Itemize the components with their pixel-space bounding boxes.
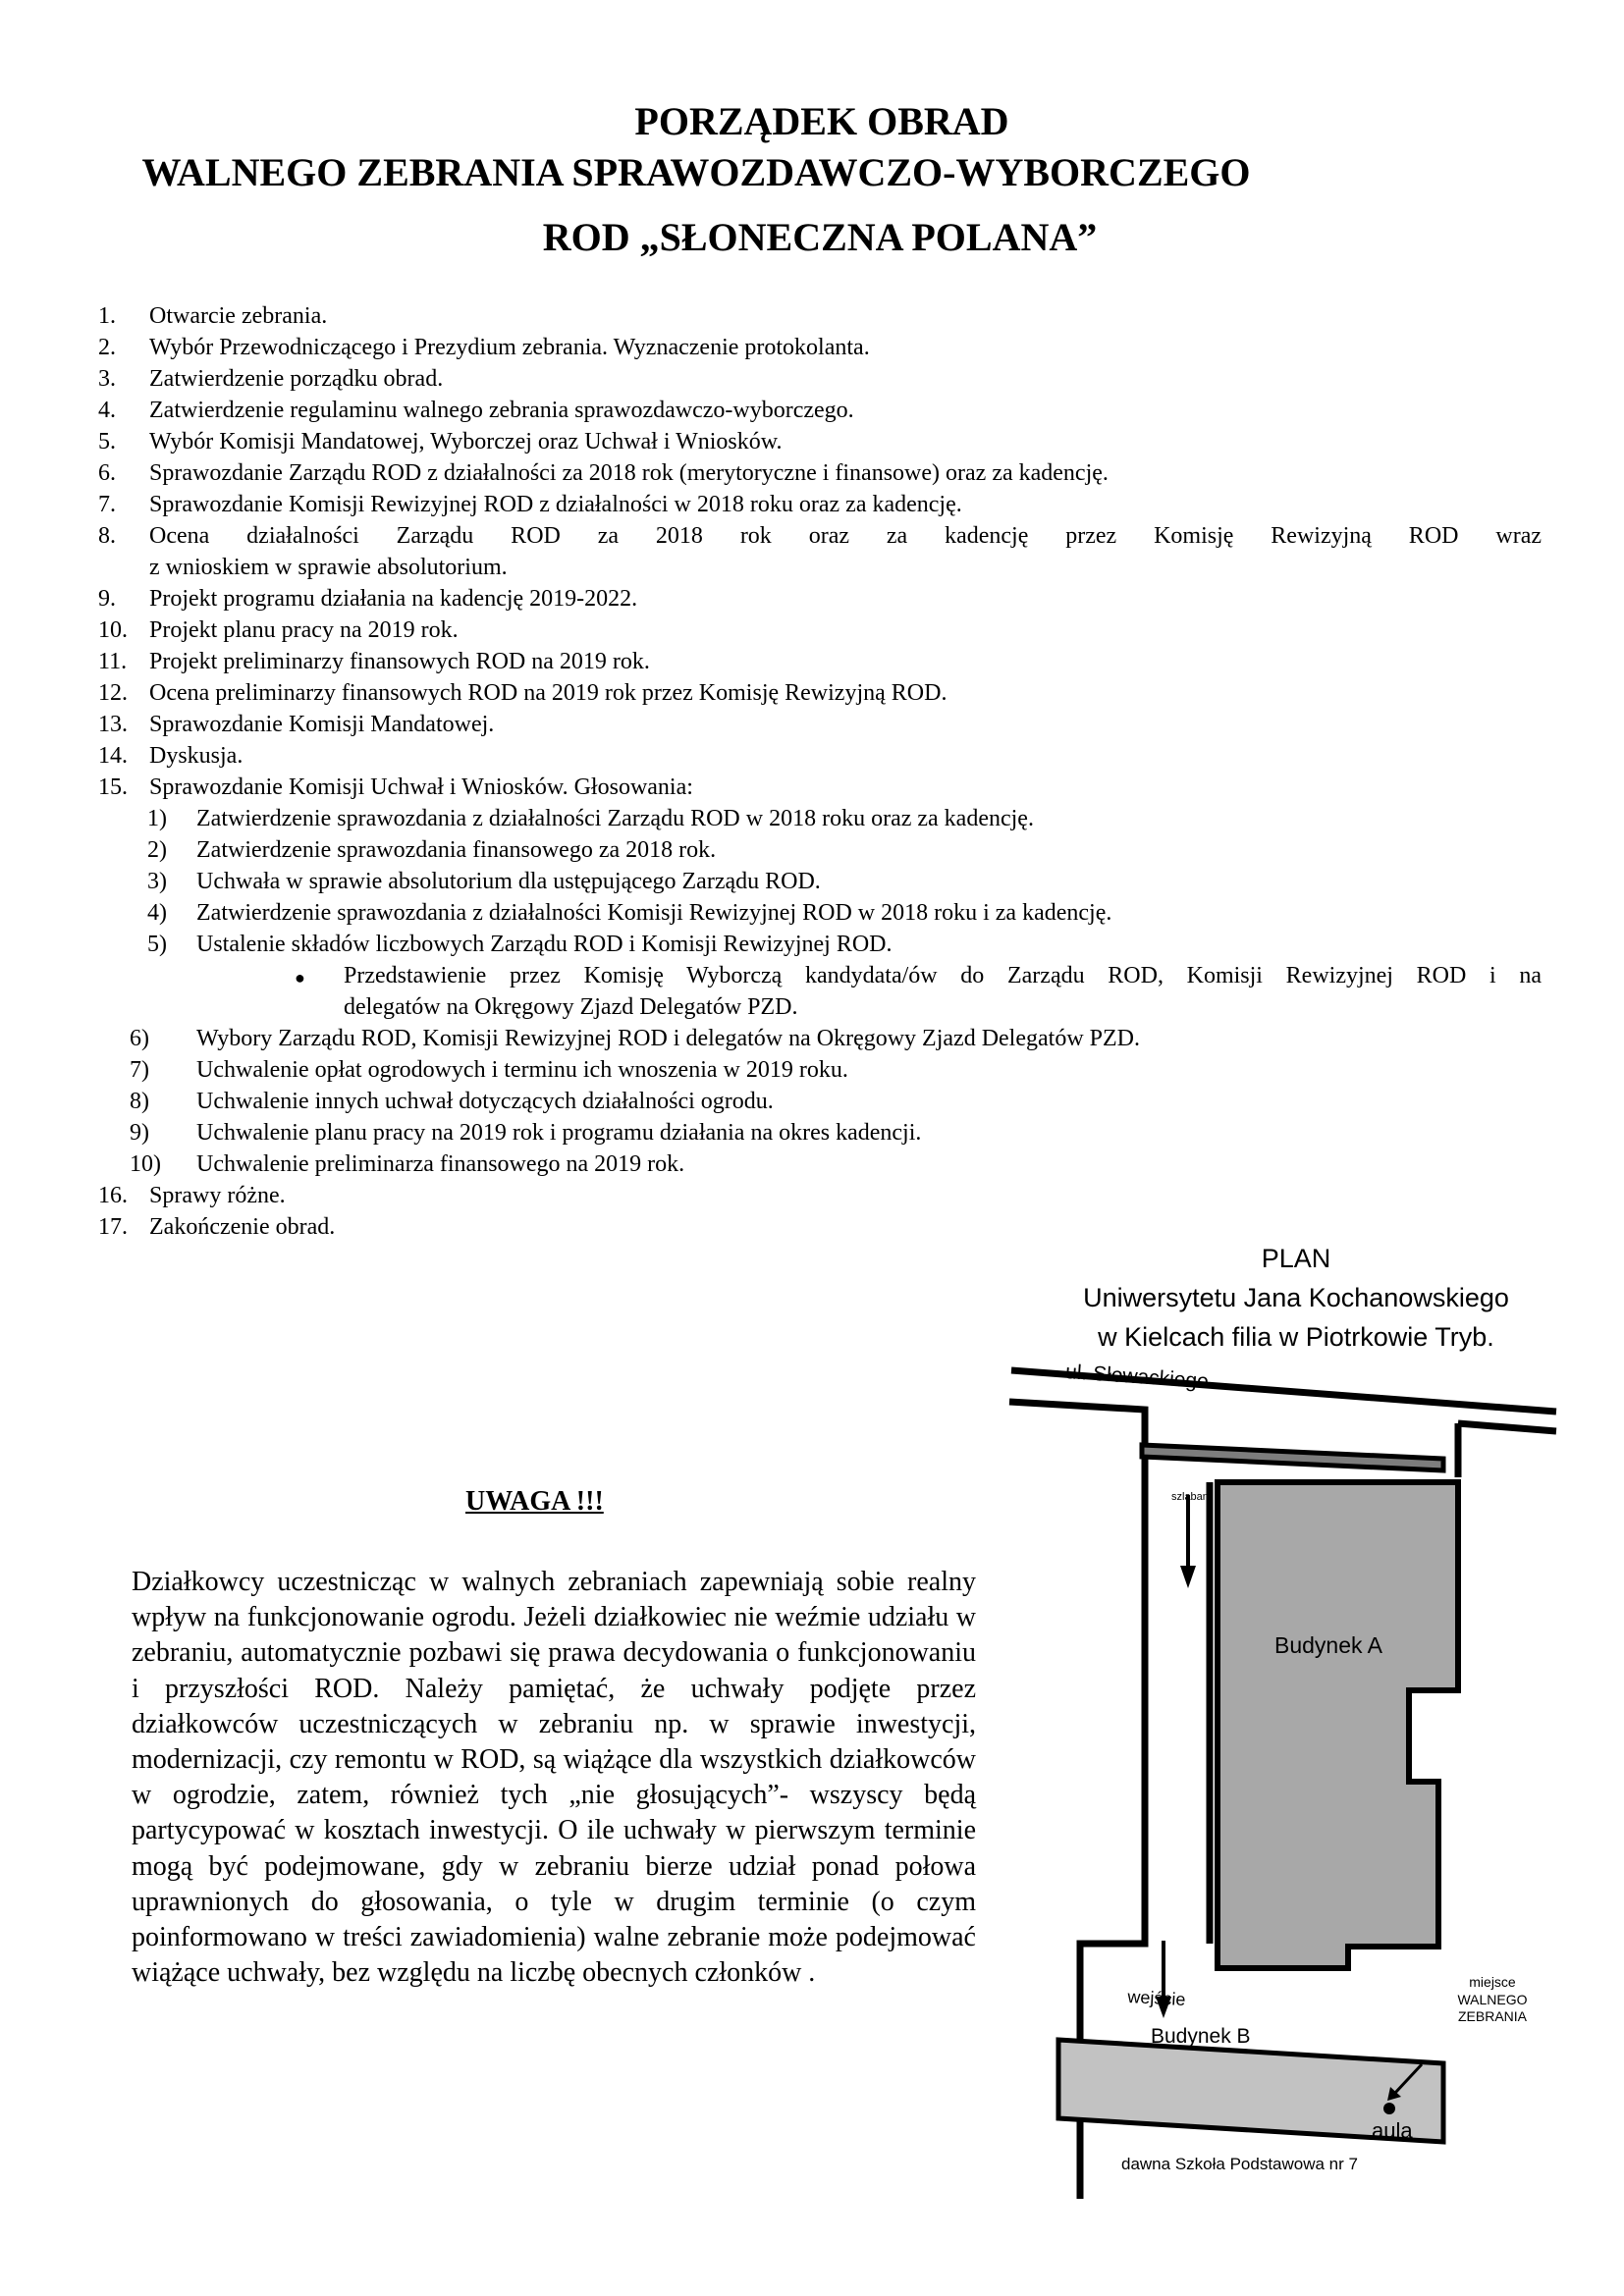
vote-number: 6) [130, 1026, 149, 1051]
map-subtitle: Uniwersytetu Jana Kochanowskiego [1083, 1283, 1509, 1312]
bullet-text-line: Przedstawienie przez Komisję Wyborczą kandydata/ów do Zarządu ROD, Komisji Rewizyjnej ROD i na [344, 963, 1542, 988]
agenda-text: Sprawozdanie Komisji Mandatowej. [149, 712, 495, 737]
document-subtitle: WALNEGO ZEBRANIA SPRAWOZDAWCZO-WYBORCZEGO [141, 150, 1251, 194]
vote-number: 10) [130, 1151, 161, 1177]
agenda-text: Wybór Komisji Mandatowej, Wyborczej oraz Uchwał i Wniosków. [149, 429, 783, 454]
building-a [1218, 1482, 1458, 1968]
vote-number: 1) [147, 806, 167, 831]
bullet-icon: ● [295, 968, 305, 988]
vote-text: Zatwierdzenie sprawozdania z działalności Zarządu ROD w 2018 roku oraz za kadencję. [196, 806, 1034, 831]
vote-number: 9) [130, 1120, 149, 1146]
vote-item [98, 1117, 1542, 1148]
vote-number: 3) [147, 869, 167, 894]
agenda-number: 11. [98, 649, 128, 674]
hall-label: aula [1372, 2118, 1413, 2143]
entrance-label: wejście [1126, 1987, 1186, 2010]
parking-strip [1142, 1445, 1443, 1470]
vote-text: Wybory Zarządu ROD, Komisji Rewizyjnej ROD i delegatów na Okręgowy Zjazd Delegatów PZD. [196, 1026, 1140, 1051]
agenda-text: Sprawozdanie Komisji Rewizyjnej ROD z działalności w 2018 roku oraz za kadencję. [149, 492, 962, 517]
agenda-text: Wybór Przewodniczącego i Prezydium zebrania. Wyznaczenie protokolanta. [149, 335, 870, 360]
garden-name: ROD „SŁONECZNA POLANA” [542, 215, 1098, 259]
agenda-item [98, 489, 1542, 520]
bullet-text [344, 960, 1542, 1023]
agenda-text-line: Ocena działalności Zarządu ROD za 2018 rok oraz za kadencję przez Komisję Rewizyjną ROD wraz [149, 523, 1542, 549]
vote-number: 2) [147, 837, 167, 863]
vote-item [98, 929, 1542, 960]
notice-heading: UWAGA !!! [465, 1486, 604, 1517]
agenda-text: Projekt planu pracy na 2019 rok. [149, 617, 459, 643]
agenda-number: 16. [98, 1183, 128, 1208]
agenda-number: 10. [98, 617, 128, 643]
map-title: PLAN [1261, 1244, 1331, 1273]
agenda-text: Projekt preliminarzy finansowych ROD na 2019 rok. [149, 649, 650, 674]
vote-text: Uchwalenie preliminarza finansowego na 2019 rok. [196, 1151, 685, 1177]
agenda-text: Sprawozdanie Komisji Uchwał i Wniosków. Głosowania: [149, 774, 693, 800]
former-school-label: dawna Szkoła Podstawowa nr 7 [1121, 2155, 1358, 2173]
agenda-text: Projekt programu działania na kadencję 2019-2022. [149, 586, 638, 612]
vote-number: 8) [130, 1089, 149, 1114]
vote-item [98, 1086, 1542, 1117]
agenda-text: Zatwierdzenie porządku obrad. [149, 366, 444, 392]
vote-item [98, 866, 1542, 897]
agenda-text-line: z wnioskiem w sprawie absolutorium. [149, 555, 508, 580]
meeting-place-line: ZEBRANIA [1457, 2008, 1527, 2024]
building-b-label: Budynek B [1151, 2025, 1251, 2048]
agenda-text: Zakończenie obrad. [149, 1214, 336, 1240]
agenda-number: 17. [98, 1214, 128, 1240]
bullet-text-line: delegatów na Okręgowy Zjazd Delegatów PZD. [344, 994, 798, 1020]
vote-item [98, 897, 1542, 929]
agenda-text: Dyskusja. [149, 743, 244, 769]
meeting-place-line: WALNEGO [1457, 1992, 1528, 2007]
agenda-number: 4. [98, 398, 116, 423]
agenda-number: 14. [98, 743, 128, 769]
vote-text: Uchwała w sprawie absolutorium dla ustępującego Zarządu ROD. [196, 869, 821, 894]
building-a-label: Budynek A [1274, 1632, 1382, 1658]
agenda-number: 2. [98, 335, 116, 360]
agenda-item [98, 646, 1542, 677]
agenda-item [98, 614, 1542, 646]
agenda-text: Ocena preliminarzy finansowych ROD na 2019 rok przez Komisję Rewizyjną ROD. [149, 680, 947, 706]
agenda-text: Sprawy różne. [149, 1183, 286, 1208]
agenda-number: 15. [98, 774, 128, 800]
vote-item [98, 1054, 1542, 1086]
agenda-number: 13. [98, 712, 128, 737]
agenda-number: 7. [98, 492, 116, 517]
agenda-item [98, 426, 1542, 457]
agenda-item [98, 583, 1542, 614]
agenda-text: Zatwierdzenie regulaminu walnego zebrania sprawozdawczo-wyborczego. [149, 398, 854, 423]
vote-text: Ustalenie składów liczbowych Zarządu ROD i Komisji Rewizyjnej ROD. [196, 932, 893, 957]
meeting-place-label [1404, 1973, 1581, 1991]
vote-text: Uchwalenie planu pracy na 2019 rok i programu działania na okres kadencji. [196, 1120, 922, 1146]
agenda-item [98, 709, 1542, 740]
meeting-place-line: miejsce [1469, 1974, 1516, 1990]
agenda-text: Otwarcie zebrania. [149, 303, 328, 329]
vote-text: Zatwierdzenie sprawozdania finansowego za 2018 rok. [196, 837, 717, 863]
bullet-item [295, 960, 1542, 1023]
agenda-item [98, 520, 1542, 583]
agenda-item [98, 363, 1542, 395]
agenda-number: 9. [98, 586, 116, 612]
agenda-item [98, 740, 1542, 772]
barrier-label: szlaban [1171, 1491, 1209, 1503]
vote-text: Zatwierdzenie sprawozdania z działalności Komisji Rewizyjnej ROD w 2018 roku i za kadencję. [196, 900, 1112, 926]
vote-item [98, 1023, 1542, 1054]
meeting-place-dot [1383, 2103, 1395, 2114]
agenda-item [98, 1180, 1542, 1211]
vote-text: Uchwalenie opłat ogrodowych i terminu ich wnoszenia w 2019 roku. [196, 1057, 848, 1083]
map-subtitle: w Kielcach filia w Piotrkowie Tryb. [1098, 1322, 1494, 1352]
agenda-number: 12. [98, 680, 128, 706]
agenda-number: 3. [98, 366, 116, 392]
road-edge [1458, 1423, 1556, 1431]
agenda-item [98, 300, 1542, 332]
vote-item [98, 803, 1542, 834]
agenda-number: 5. [98, 429, 116, 454]
agenda-item [98, 677, 1542, 709]
agenda-text-multiline [149, 520, 1542, 583]
document-title: PORZĄDEK OBRAD [634, 99, 1009, 143]
vote-number: 4) [147, 900, 167, 926]
agenda-item [98, 395, 1542, 426]
vote-item [98, 1148, 1542, 1180]
arrow-icon [1180, 1495, 1196, 1588]
road-edge [1009, 1402, 1145, 1482]
agenda-item [98, 457, 1542, 489]
vote-number: 5) [147, 932, 167, 957]
vote-number: 7) [130, 1057, 149, 1083]
vote-text: Uchwalenie innych uchwał dotyczących działalności ogrodu. [196, 1089, 774, 1114]
agenda-number: 1. [98, 303, 116, 329]
agenda-item [98, 332, 1542, 363]
agenda-number: 8. [98, 523, 116, 549]
vote-item [98, 834, 1542, 866]
agenda-item [98, 772, 1542, 803]
agenda-number: 6. [98, 460, 116, 486]
agenda-list [98, 300, 1542, 1243]
agenda-text: Sprawozdanie Zarządu ROD z działalności za 2018 rok (merytoryczne i finansowe) oraz za kadencję. [149, 460, 1109, 486]
notice-body: Działkowcy uczestnicząc w walnych zebraniach zapewniają sobie realny wpływ na funkcjonowanie ogrodu. Jeżeli działkowiec nie weźmie udziału w zebraniu, automatycznie pozbawi się prawa decydowania o funkcjonowaniu i przyszłości ROD. Należy pamiętać, że uchwały podjęte przez działkowców uczestniczących w zebraniu np. w sprawie inwestycji, modernizacji, czy remontu w ROD, są wiążące dla wszystkich działkowców w ogrodzie, zatem, również tych „nie głosujących”- wszyscy będą partycypować w kosztach inwestycji. O ile uchwały w pierwszym terminie mogą być podejmowane, gdy w zebraniu bierze udział ponad połowa uprawnionych do głosowania, o tyle w drugim terminie (o czym poinformowano w treści zawiadomienia) walne zebranie może podejmować wiążące uchwały, bez względu na liczbę obecnych członków . [132, 1567, 976, 1989]
street-label: ul. Słowackiego [1064, 1361, 1210, 1394]
